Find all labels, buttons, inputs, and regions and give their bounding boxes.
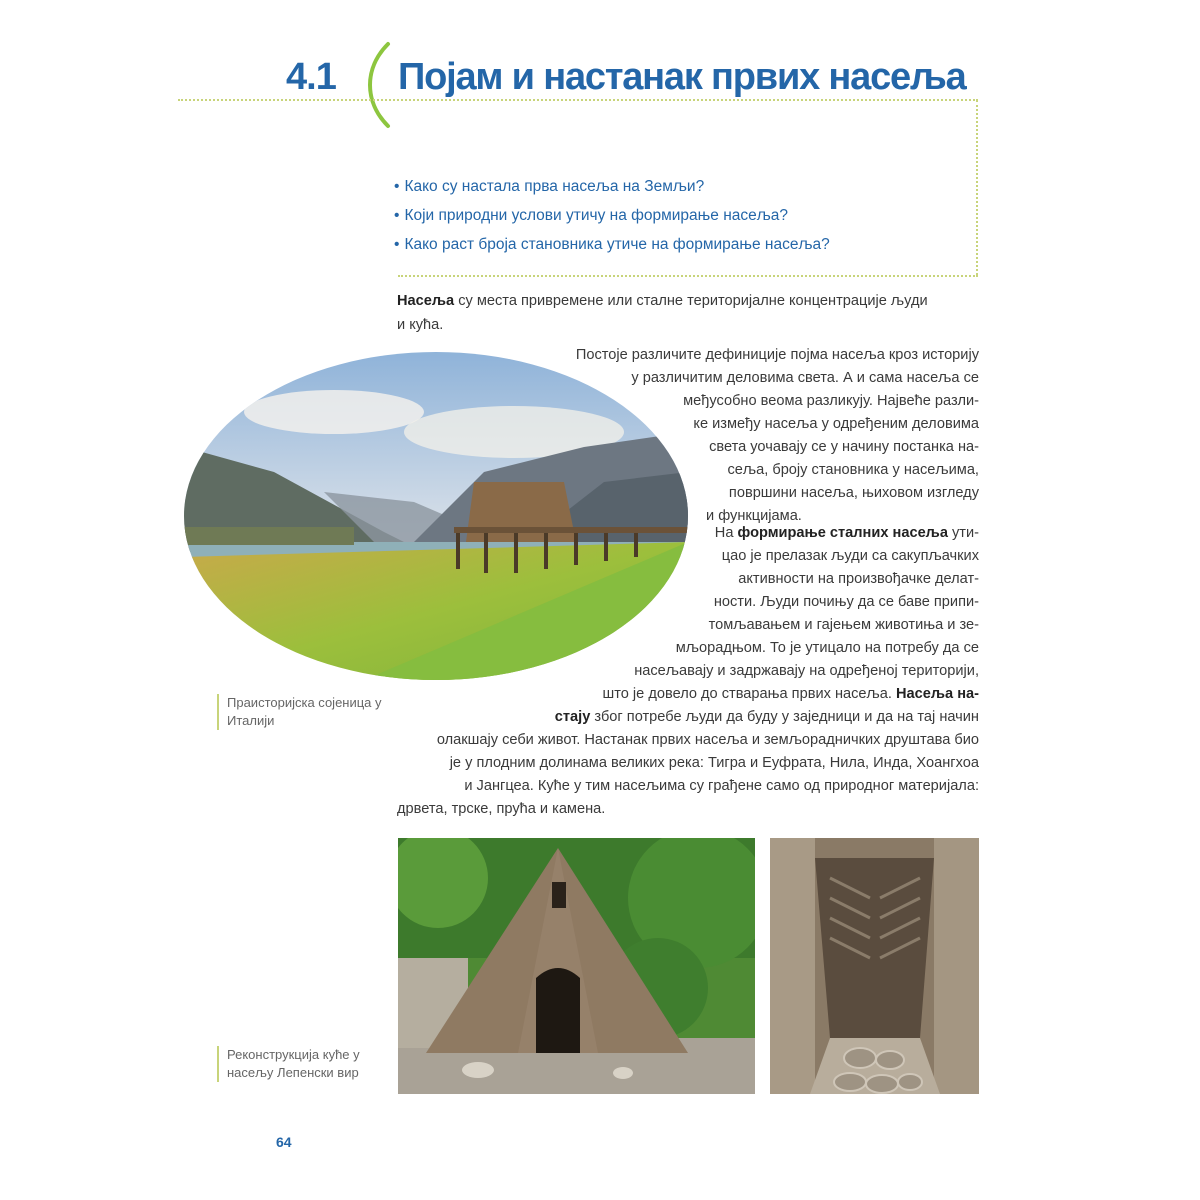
term-naselja-nastaju: Насеља на- bbox=[896, 686, 979, 702]
header-rule bbox=[178, 99, 978, 101]
figure2-caption: Реконструкција куће у насељу Лепенски вир bbox=[217, 1046, 407, 1082]
questions-box-right-rule bbox=[976, 100, 978, 275]
bullet-icon: • bbox=[394, 236, 400, 253]
guiding-questions-list bbox=[394, 172, 830, 259]
page-title: Појам и настанак првих насеља bbox=[398, 56, 966, 98]
pile-dwelling-photo bbox=[184, 352, 688, 680]
question-item: • Како су настала прва насеља на Земљи? bbox=[394, 178, 705, 195]
bullet-icon: • bbox=[394, 178, 400, 195]
term-naselja: Насеља bbox=[397, 293, 455, 309]
term-formiranje: формирање сталних насеља bbox=[737, 525, 948, 541]
lepenski-vir-hut-photo bbox=[398, 838, 755, 1094]
figure1-caption: Праисторијска сојеница у Италији bbox=[217, 694, 407, 730]
lepenski-vir-interior-photo bbox=[770, 838, 979, 1094]
question-item: • Како раст броја становника утиче на формирање насеља? bbox=[394, 236, 830, 253]
definitions-paragraph: Постоје различите дефиниције појма насеља кроз историју у различитим деловима света. А и сама насеља се међусобно веома разликују. Највеће разли- ке између насеља у одређеним деловима света уочавају се у начину постанка на- сеља, броју становника у насељима, површини насеља, њиховом изгледу и функцијама. bbox=[575, 347, 979, 524]
questions-box-bottom-rule bbox=[398, 275, 978, 277]
section-number: 4.1 bbox=[286, 56, 336, 98]
bullet-icon: • bbox=[394, 207, 400, 224]
permanent-settlements-paragraph: На формирање сталних насеља ути- цао је прелазак људи са сакупљачких активности на произвођачке делат- ности. Људи почињу да се баве припи- томљавањем и гајењем животиња и зе- мљорадњом. То је утицало на потребу да се насељавају и задржавају на одређеној територији, што је довело до стварања првих насеља. Насеља на- стају због потребе људи да буду у заједници и да на тај начин олакшају себи живот. Настанак првих насеља и земљорадничких друштава био је у плодним долинама великих река: Тигра и Еуфрата, Нила, Инда, Хоангхоа и Јангцеа. Куће у тим насељима су грађене само од природног материјала: дрвета, трске, прућа и камена. bbox=[397, 525, 979, 817]
question-item: • Који природни услови утичу на формирање насеља? bbox=[394, 207, 789, 224]
page-number: 64 bbox=[276, 1134, 292, 1150]
definition-paragraph: Насеља су места привремене или сталне територијалне концентрације људи и кућа. bbox=[397, 293, 928, 333]
